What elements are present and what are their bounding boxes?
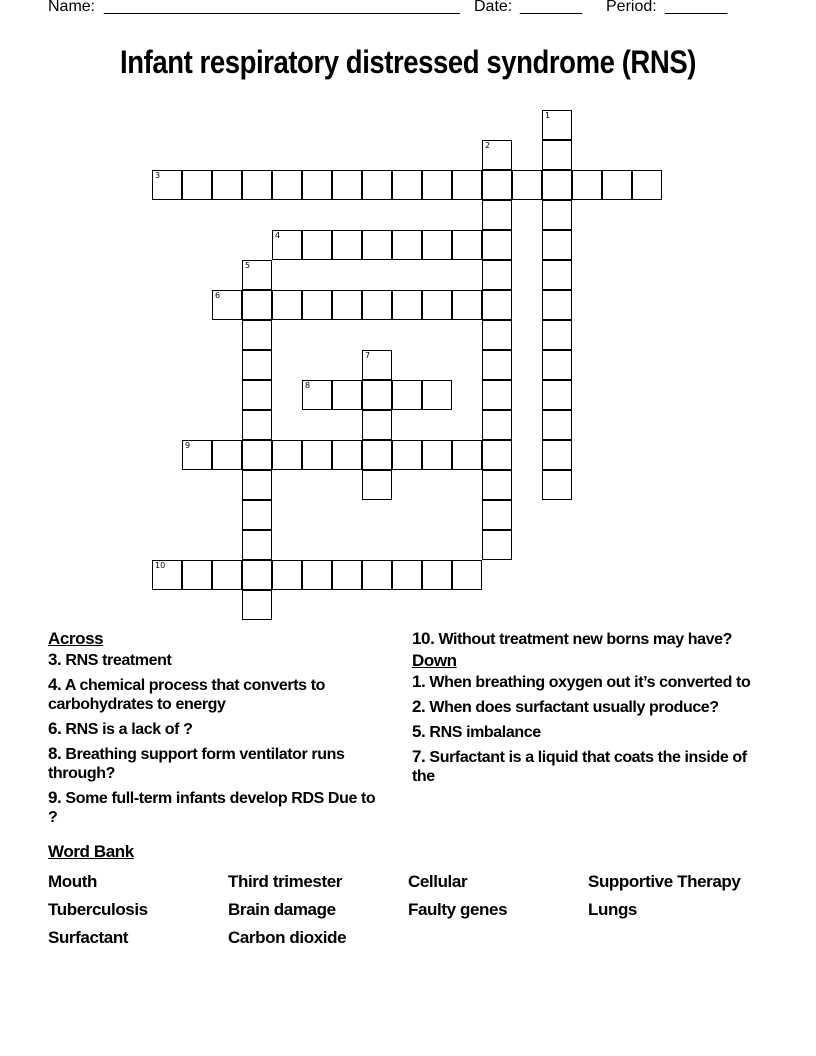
- cell-number: 8: [305, 381, 311, 390]
- date-label: Date:: [474, 0, 513, 15]
- header-line: [48, 0, 768, 20]
- crossword-cell[interactable]: [452, 230, 482, 260]
- crossword-cell[interactable]: [362, 170, 392, 200]
- crossword-cell[interactable]: [392, 230, 422, 260]
- crossword-cell[interactable]: [272, 290, 302, 320]
- date-blank[interactable]: _______: [520, 0, 583, 15]
- crossword-cell[interactable]: [242, 260, 272, 290]
- crossword-cell[interactable]: [482, 290, 512, 320]
- crossword-cell[interactable]: [302, 290, 332, 320]
- crossword-cell[interactable]: [332, 230, 362, 260]
- crossword-cell[interactable]: [212, 290, 242, 320]
- crossword-cell[interactable]: [482, 200, 512, 230]
- crossword-cell[interactable]: [302, 170, 332, 200]
- crossword-cell[interactable]: [542, 470, 572, 500]
- crossword-cell[interactable]: [572, 170, 602, 200]
- cell-number: 10: [155, 561, 166, 570]
- crossword-cell[interactable]: [542, 320, 572, 350]
- crossword-cell[interactable]: [272, 560, 302, 590]
- cell-number: 3: [155, 171, 161, 180]
- crossword-cell[interactable]: [482, 410, 512, 440]
- clue-across-6: 6. RNS is a lack of ?: [48, 719, 193, 738]
- clue-across-4: 4. A chemical process that converts to carbohydrates to energy: [48, 675, 326, 713]
- cell-number: 7: [365, 351, 371, 360]
- crossword-cell[interactable]: [542, 260, 572, 290]
- crossword-cell[interactable]: [542, 440, 572, 470]
- crossword-cell[interactable]: [212, 440, 242, 470]
- word-bank-item: Surfactant: [48, 928, 129, 947]
- crossword-cell[interactable]: [542, 410, 572, 440]
- clue-across-8: 8. Breathing support form ventilator runs through?: [48, 744, 345, 782]
- crossword-cell[interactable]: [242, 380, 272, 410]
- crossword-cell[interactable]: [422, 440, 452, 470]
- crossword-cell[interactable]: [302, 440, 332, 470]
- word-bank-item: Third trimester: [228, 872, 342, 891]
- down-heading: Down: [412, 651, 457, 670]
- clue-across-9: 9. Some full-term infants develop RDS Due to ?: [48, 788, 376, 826]
- word-bank-item: Supportive Therapy: [588, 872, 741, 891]
- crossword-cell[interactable]: [392, 440, 422, 470]
- crossword-cell[interactable]: [362, 230, 392, 260]
- crossword-cell[interactable]: [362, 560, 392, 590]
- crossword-cell[interactable]: [482, 320, 512, 350]
- period-blank[interactable]: _______: [665, 0, 728, 15]
- crossword-cell[interactable]: [482, 140, 512, 170]
- clue-across-10: 10. Without treatment new borns may have?: [412, 629, 733, 648]
- cell-number: 6: [215, 291, 221, 300]
- crossword-cell[interactable]: [602, 170, 632, 200]
- crossword-cell[interactable]: [212, 170, 242, 200]
- crossword-cell[interactable]: [452, 440, 482, 470]
- crossword-cell[interactable]: [302, 380, 332, 410]
- crossword-cell[interactable]: [212, 560, 242, 590]
- word-bank-item: Lungs: [588, 900, 637, 919]
- word-bank-item: Mouth: [48, 872, 97, 891]
- crossword-cell[interactable]: [482, 350, 512, 380]
- crossword-cell[interactable]: [392, 560, 422, 590]
- crossword-cell[interactable]: [272, 170, 302, 200]
- crossword-cell[interactable]: [542, 350, 572, 380]
- crossword-cell[interactable]: [362, 290, 392, 320]
- crossword-cell[interactable]: [362, 350, 392, 380]
- crossword-cell[interactable]: [242, 320, 272, 350]
- crossword-cell[interactable]: [392, 380, 422, 410]
- crossword-cell[interactable]: [482, 230, 512, 260]
- crossword-cell[interactable]: [362, 410, 392, 440]
- page-title: Infant respiratory distressed syndrome (RNS): [120, 44, 696, 80]
- crossword-cell[interactable]: [452, 560, 482, 590]
- clue-down-7: 7. Surfactant is a liquid that coats the inside of the: [412, 747, 747, 785]
- cell-number: 2: [485, 141, 491, 150]
- crossword-cell[interactable]: [482, 500, 512, 530]
- crossword-cell[interactable]: [272, 230, 302, 260]
- word-bank-item: Faulty genes: [408, 900, 508, 919]
- clue-across-3: 3. RNS treatment: [48, 650, 172, 669]
- cell-number: 1: [545, 111, 551, 120]
- clue-down-1: 1. When breathing oxygen out it’s converted to: [412, 672, 751, 691]
- crossword-cell[interactable]: [332, 170, 362, 200]
- crossword-cell[interactable]: [242, 440, 272, 470]
- crossword-cell[interactable]: [302, 230, 332, 260]
- crossword-cell[interactable]: [152, 170, 182, 200]
- word-bank-item: Carbon dioxide: [228, 928, 347, 947]
- crossword-cell[interactable]: [482, 170, 512, 200]
- crossword-cell[interactable]: [242, 500, 272, 530]
- crossword-cell[interactable]: [362, 470, 392, 500]
- crossword-cell[interactable]: [422, 290, 452, 320]
- across-clues: [48, 629, 388, 832]
- crossword-cell[interactable]: [242, 560, 272, 590]
- crossword-cell[interactable]: [452, 170, 482, 200]
- crossword-cell[interactable]: [482, 470, 512, 500]
- crossword-cell[interactable]: [452, 290, 482, 320]
- crossword-cell[interactable]: [392, 170, 422, 200]
- crossword-cell[interactable]: [242, 530, 272, 560]
- crossword-cell[interactable]: [542, 140, 572, 170]
- period-label: Period:: [606, 0, 657, 15]
- crossword-cell[interactable]: [332, 380, 362, 410]
- crossword-cell[interactable]: [242, 590, 272, 620]
- word-bank-item: Tuberculosis: [48, 900, 148, 919]
- crossword-cell[interactable]: [272, 440, 302, 470]
- crossword-cell[interactable]: [422, 230, 452, 260]
- crossword-cell[interactable]: [332, 290, 362, 320]
- cell-number: 4: [275, 231, 281, 240]
- crossword-cell[interactable]: [542, 200, 572, 230]
- crossword-cell[interactable]: [302, 560, 332, 590]
- crossword-cell[interactable]: [542, 110, 572, 140]
- crossword-cell[interactable]: [542, 290, 572, 320]
- crossword-cell[interactable]: [422, 170, 452, 200]
- cell-number: 9: [185, 441, 191, 450]
- word-bank-item: Brain damage: [228, 900, 336, 919]
- crossword-cell[interactable]: [242, 170, 272, 200]
- across-heading: Across: [48, 629, 104, 648]
- crossword-cell[interactable]: [362, 380, 392, 410]
- crossword-cell[interactable]: [182, 440, 212, 470]
- crossword-cell[interactable]: [362, 440, 392, 470]
- crossword-cell[interactable]: [332, 440, 362, 470]
- name-blank[interactable]: ________________________________________: [104, 0, 460, 15]
- crossword-cell[interactable]: [182, 560, 212, 590]
- name-label: Name:: [48, 0, 96, 15]
- crossword-cell[interactable]: [422, 560, 452, 590]
- crossword-cell[interactable]: [542, 230, 572, 260]
- crossword-cell[interactable]: [632, 170, 662, 200]
- clue-down-5: 5. RNS imbalance: [412, 722, 541, 741]
- crossword-cell[interactable]: [242, 410, 272, 440]
- crossword-cell[interactable]: [242, 470, 272, 500]
- crossword-cell[interactable]: [332, 560, 362, 590]
- word-bank-title: Word Bank: [48, 842, 134, 861]
- crossword-cell[interactable]: [482, 440, 512, 470]
- crossword-cell[interactable]: [542, 170, 572, 200]
- crossword-cell[interactable]: [242, 350, 272, 380]
- crossword-cell[interactable]: [512, 170, 542, 200]
- crossword-cell[interactable]: [542, 380, 572, 410]
- crossword-cell[interactable]: [422, 380, 452, 410]
- down-clues: [412, 629, 762, 791]
- crossword-cell[interactable]: [482, 380, 512, 410]
- crossword-cell[interactable]: [392, 290, 422, 320]
- clue-down-2: 2. When does surfactant usually produce?: [412, 697, 719, 716]
- cell-number: 5: [245, 261, 251, 270]
- crossword-cell[interactable]: [242, 290, 272, 320]
- crossword-cell[interactable]: [482, 530, 512, 560]
- crossword-cell[interactable]: [152, 560, 182, 590]
- word-bank-item: Cellular: [408, 872, 468, 891]
- crossword-cell[interactable]: [182, 170, 212, 200]
- crossword-cell[interactable]: [482, 260, 512, 290]
